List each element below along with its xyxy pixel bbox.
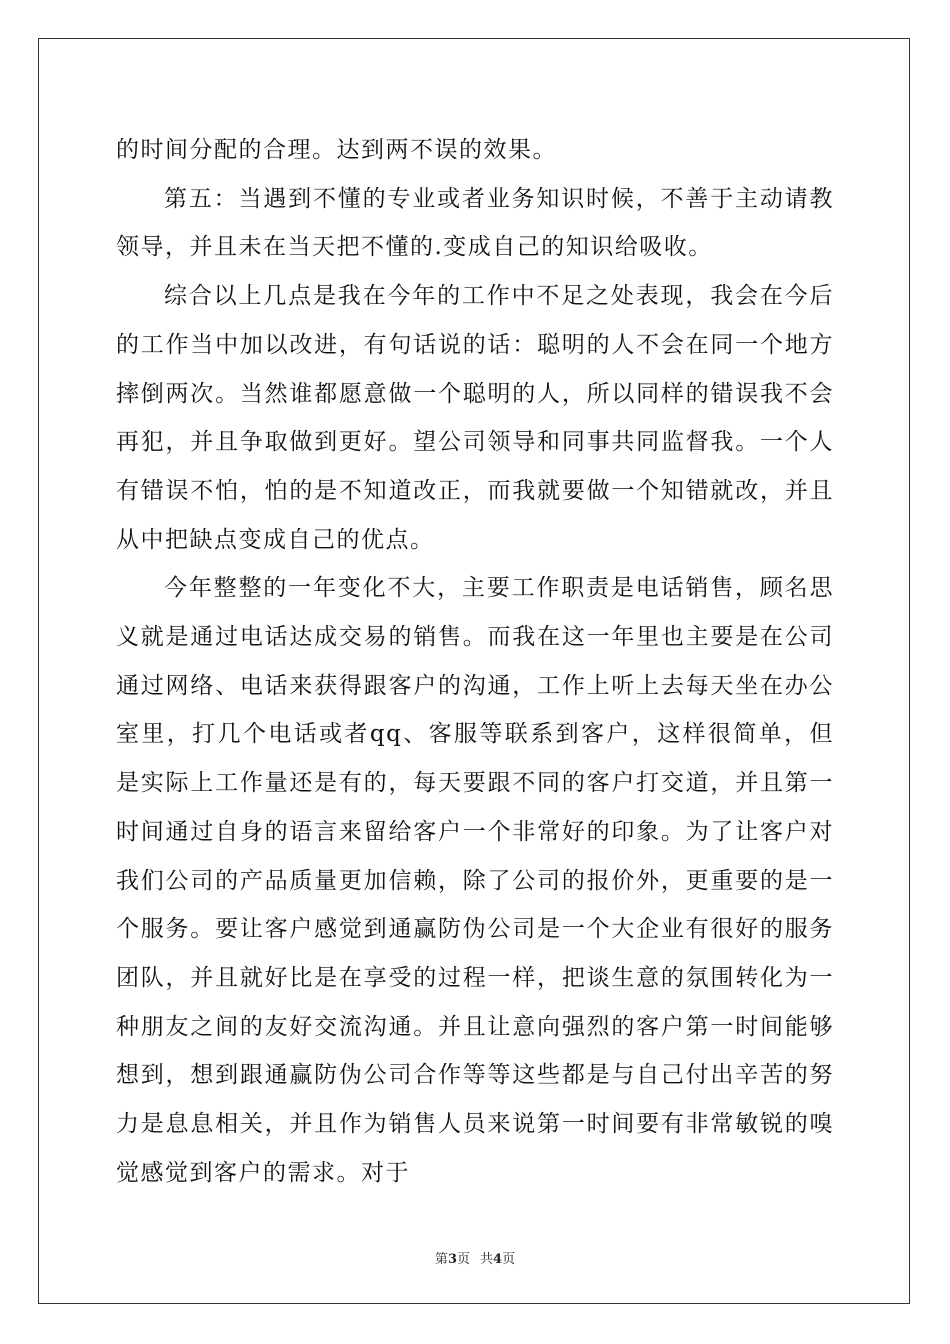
page-footer: [0, 1248, 950, 1267]
paragraph-summary: 综合以上几点是我在今年的工作中不足之处表现，我会在今后的工作当中加以改进，有句话说的话：聪明的人不会在同一个地方摔倒两次。当然谁都愿意做一个聪明的人，所以同样的错误我不会再犯，并且争取做到更好。望公司领导和同事共同监督我。一个人有错误不怕，怕的是不知道改正，而我就要做一个知错就改，并且从中把缺点变成自己的优点。: [116, 283, 834, 553]
document-body: [116, 126, 834, 1197]
total-suffix: 页: [502, 1252, 516, 1267]
page-number: 3: [447, 1252, 457, 1267]
total-prefix: 共: [480, 1252, 494, 1267]
paragraph-continuation: 的时间分配的合理。达到两不误的效果。: [116, 137, 557, 163]
paragraph-fifth-point: 第五：当遇到不懂的专业或者业务知识时候，不善于主动请教领导，并且未在当天把不懂的.变成自己的知识给吸收。: [116, 185, 834, 261]
paragraph-year-review: 今年整整的一年变化不大，主要工作职责是电话销售，顾名思义就是通过电话达成交易的销售。而我在这一年里也主要是在公司通过网络、电话来获得跟客户的沟通，工作上听上去每天坐在办公室里，打几个电话或者qq、客服等联系到客户，这样很简单，但是实际上工作量还是有的，每天要跟不同的客户打交道，并且第一时间通过自身的语言来留给客户一个非常好的印象。为了让客户对我们公司的产品质量更加信赖，除了公司的报价外，更重要的是一个服务。要让客户感觉到通赢防伪公司是一个大企业有很好的服务团队，并且就好比是在享受的过程一样，把谈生意的氛围转化为一种朋友之间的友好交流沟通。并且让意向强烈的客户第一时间能够想到，想到跟通赢防伪公司合作等等这些都是与自己付出辛苦的努力是息息相关，并且作为销售人员来说第一时间要有非常敏锐的嗅觉感觉到客户的需求。对于: [116, 575, 834, 1186]
total-pages: 4: [493, 1252, 503, 1267]
page-prefix: 第: [434, 1252, 448, 1267]
page-suffix: 页: [456, 1252, 470, 1267]
